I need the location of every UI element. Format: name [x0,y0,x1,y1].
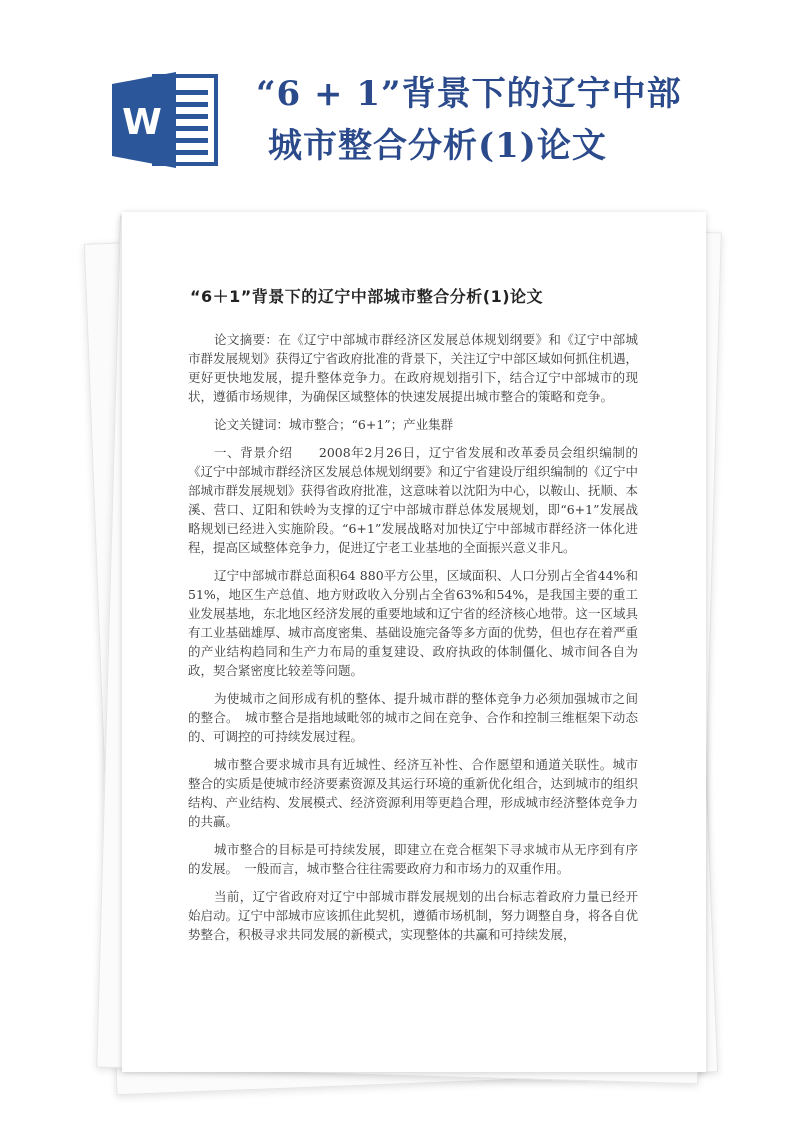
paragraph: 为使城市之间形成有机的整体、提升城市群的整体竞争力必须加强城市之间的整合。 城市整合是指地域毗邻的城市之间在竞争、合作和控制三维框架下动态的、可调控的可持续发展过程。 [188,691,638,744]
document-page [122,212,706,1072]
paragraph: 辽宁中部城市群总面积64 880平方公里，区域面积、人口分别占全省44%和51%，地区生产总值、地方财政收入分别占全省63%和54%，是我国主要的重工业发展基地，东北地区经济发展的重要地域和辽宁省的经济核心地带。这一区域具有工业基础雄厚、城市高度密集、基础设施完备等多方面的优势，但也存在着严重的产业结构趋同和生产力布局的重复建设、政府执政的体制僵化、城市间各自为政，契合紧密度比较差等问题。 [188,568,639,678]
document-title: “6＋1”背景下的辽宁中部城市整合分析(1)论文 [190,287,544,306]
paragraph: 当前，辽宁省政府对辽宁中部城市群发展规划的出台标志着政府力量已经开始启动。辽宁中部城市应该抓住此契机，遵循市场机制，努力调整自身，将各自优势整合，积极寻求共同发展的新模式，实现整体的共赢和可持续发展， [188,889,639,942]
header-title-line2: 城市整合分析(1)论文 [268,126,607,166]
paragraph-abstract: 论文摘要：在《辽宁中部城市群经济区发展总体规划纲要》和《辽宁中部城市群发展规划》获得辽宁省政府批准的背景下，关注辽宁中部区域如何抓住机遇，更好更快地发展，提升整体竞争力。在政府规划指引下，结合辽宁中部城市的现状，遵循市场规律，为确保区域整体的快速发展提出城市整合的策略和竞争。 [188,332,639,404]
paragraph: 城市整合的目标是可持续发展，即建立在竞合框架下寻求城市从无序到有序的发展。 一般而言，城市整合往往需要政府力和市场力的双重作用。 [188,842,638,876]
paragraph-keywords: 论文关键词：城市整合；“6+1”；产业集群 [214,417,454,432]
word-document-icon [112,70,222,170]
document-body [188,330,638,953]
paragraph: 城市整合要求城市具有近城性、经济互补性、合作愿望和通道关联性。城市整合的实质是使城市经济要素资源及其运行环境的重新优化组合，达到城市的组织结构、产业结构、发展模式、经济资源利用等更趋合理，形成城市经济整体竞争力的共赢。 [188,757,639,829]
header-title [250,68,730,172]
header-title-line1: “6 + 1”背景下的辽宁中部 [256,74,682,114]
paragraph-background: 一、背景介绍 2008年2月26日，辽宁省发展和改革委员会组织编制的《辽宁中部城市群经济区发展总体规划纲要》和辽宁省建设厅组织编制的《辽宁中部城市群发展规划》获得省政府批准，这意味着以沈阳为中心，以鞍山、抚顺、本溪、营口、辽阳和铁岭为支撑的辽宁中部城市群总体发展规划，即“6+1”发展战略规划已经进入实施阶段。“6+1”发展战略对加快辽宁中部城市群经济一体化进程，提高区域整体竞争力，促进辽宁老工业基地的全面振兴意义非凡。 [188,445,639,555]
svg-text:W: W [122,102,162,143]
